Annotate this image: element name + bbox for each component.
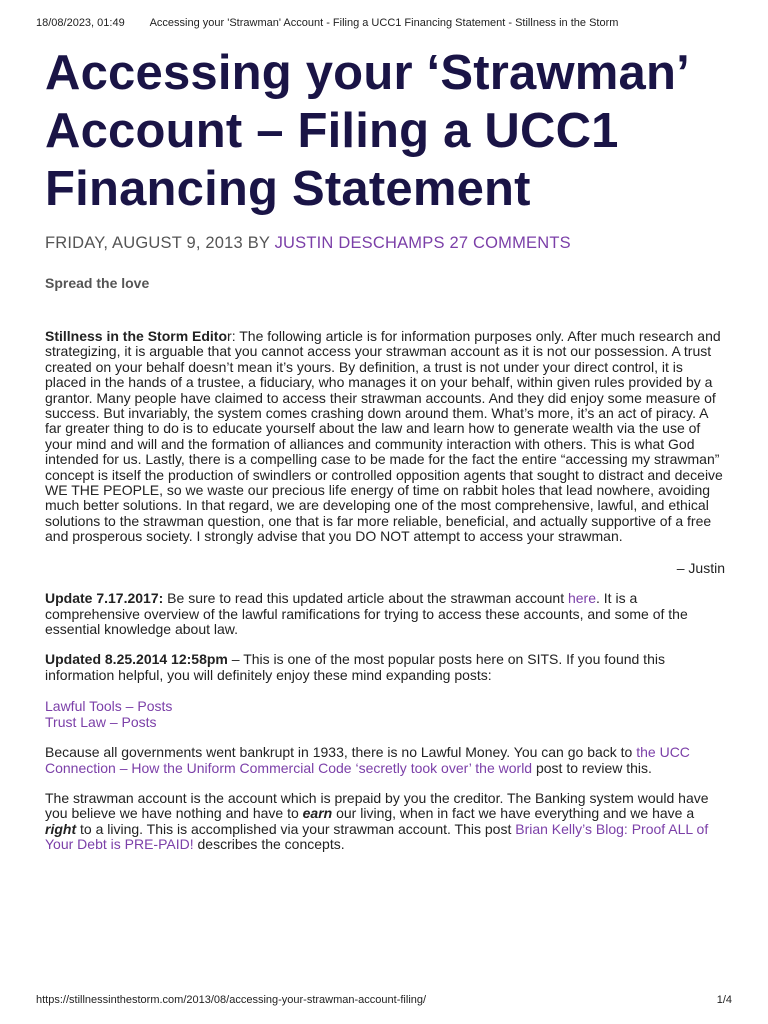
editor-label-tail: r bbox=[227, 328, 232, 344]
bankrupt-paragraph bbox=[45, 745, 725, 776]
editor-label: Stillness in the Storm Edito bbox=[45, 328, 228, 344]
update-2017 bbox=[45, 591, 725, 637]
ucc-connection-link[interactable]: the UCC Connection – How the Uniform Commercial Code ‘secretly took over’ the world bbox=[45, 744, 690, 776]
byline-date: FRIDAY, AUGUST 9, 2013 BY bbox=[45, 234, 275, 252]
print-datetime: 18/08/2023, 01:49 bbox=[36, 17, 125, 29]
update-2017-text-after: . It is a comprehensive overview of the lawful ramifications for trying to access these accounts, and some of the essential knowledge about law. bbox=[45, 590, 688, 637]
update-2017-label: Update 7.17.2017: bbox=[45, 590, 164, 607]
author-link[interactable]: JUSTIN DESCHAMPS bbox=[274, 234, 445, 252]
brian-kelly-link[interactable]: Brian Kelly’s Blog: Proof ALL of Your Debt is PRE-PAID! bbox=[45, 820, 709, 853]
bankrupt-text: Because all governments went bankrupt in 1933, there is no Lawful Money. You can go back to bbox=[45, 744, 637, 761]
editor-text: : The following article is for information purposes only. After much research and strategizing, it is arguable that you cannot access your strawman account as it is not our possession. A trust created on your behalf doesn’t mean it’s yours. By definition, a trust is not under your direct control, it is placed in the hands of a trustee, a fiduciary, who manages it on your behalf, within given rules provided by a grantor. Many people have claimed to access their strawman accounts. And they did enjoy some measure of success. But invariably, the system comes crashing down around them. What’s more, it’s an act of piracy. A far greater thing to do is to educate yourself about the law and learn how to generate wealth via the use of your mind and will and the formation of alliances and community interaction with others. This is what God intended for us. Lastly, there is a compelling case to be made for the fact the entire “accessing my strawman” concept is itself the production of swindlers or controlled opposition agents that sought to distract and deceive WE THE PEOPLE, so we waste our precious life energy of time on rabbit holes that lead nowhere, avoiding much better solutions. In that regard, we are developing one of the most comprehensive, lawful, and ethical solutions to the strawman question, one that is far more reliable, beneficial, and actually supportive of a free and prosperous society. I strongly advise that you DO NOT attempt to access your strawman. bbox=[45, 328, 723, 545]
byline bbox=[45, 234, 725, 253]
print-url: https://stillnessinthestorm.com/2013/08/accessing-your-strawman-account-filing/ bbox=[36, 994, 427, 1006]
bankrupt-text-after: post to review this. bbox=[532, 759, 652, 776]
update-2014-label: Updated 8.25.2014 12:58pm bbox=[45, 651, 228, 668]
strawman-text-3: to a living. This is accomplished via your strawman account. This post bbox=[76, 820, 516, 837]
print-document-title: Accessing your 'Strawman' Account - Filing a UCC1 Financing Statement - Stillness in the Storm bbox=[149, 17, 619, 29]
update-2017-text: Be sure to read this updated article about the strawman account bbox=[163, 590, 568, 607]
strawman-paragraph bbox=[45, 791, 725, 853]
strawman-text-2: our living, when in fact we have everything and we have a bbox=[332, 805, 695, 822]
lawful-tools-link[interactable]: Lawful Tools – Posts bbox=[45, 698, 173, 715]
update-2014-text: – This is one of the most popular posts here on SITS. If you found this information helpful, you will definitely enjoy these mind expanding posts: bbox=[45, 651, 665, 683]
article-title: Accessing your ‘Strawman’ Account – Filing a UCC1 Financing Statement bbox=[45, 46, 688, 216]
comments-link[interactable]: 27 COMMENTS bbox=[449, 234, 571, 252]
print-header bbox=[0, 0, 768, 30]
spread-the-love: Spread the love bbox=[45, 275, 150, 291]
signature: – Justin bbox=[676, 559, 725, 576]
related-links bbox=[45, 698, 725, 730]
right-emphasis: right bbox=[45, 820, 77, 837]
strawman-text-1: The strawman account is the account which is prepaid by you the creditor. The Banking system would have you believe we have nothing and have to bbox=[45, 789, 709, 822]
editor-note bbox=[45, 329, 725, 545]
trust-law-link[interactable]: Trust Law – Posts bbox=[45, 714, 157, 731]
earn-emphasis: earn bbox=[302, 805, 333, 822]
here-link[interactable]: here bbox=[567, 590, 597, 607]
strawman-text-4: describes the concepts. bbox=[193, 836, 345, 853]
page-number: 1/4 bbox=[716, 994, 732, 1006]
update-2014 bbox=[45, 652, 725, 683]
article bbox=[45, 44, 725, 853]
